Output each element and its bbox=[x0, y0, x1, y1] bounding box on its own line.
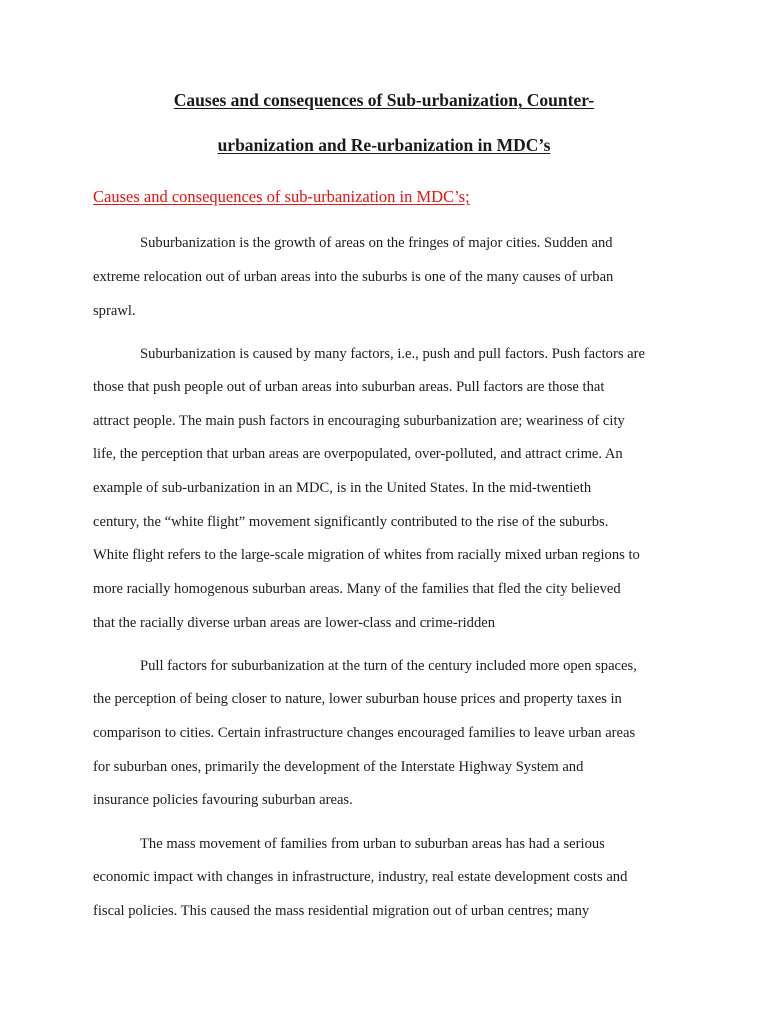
paragraph-line: those that push people out of urban areas into suburban areas. Pull factors are those that bbox=[93, 379, 605, 395]
paragraph-line: example of sub-urbanization in an MDC, is in the United States. In the mid-twentieth bbox=[93, 480, 592, 496]
document-title-line-1: Causes and consequences of Sub-urbanization, Counter- bbox=[173, 90, 595, 110]
paragraph-line: comparison to cities. Certain infrastructure changes encouraged families to leave urban areas bbox=[93, 725, 636, 741]
paragraph-line: century, the “white flight” movement significantly contributed to the rise of the suburbs. bbox=[93, 514, 609, 530]
paragraph-line: that the racially diverse urban areas are lower-class and crime-ridden bbox=[93, 615, 496, 631]
document-title-line-2: urbanization and Re-urbanization in MDC’s bbox=[217, 135, 551, 155]
paragraph-line: attract people. The main push factors in encouraging suburbanization are; weariness of city bbox=[93, 413, 625, 429]
paragraph-line: life, the perception that urban areas are overpopulated, over-polluted, and attract crime. An bbox=[93, 446, 623, 462]
paragraph-line: The mass movement of families from urban to suburban areas has had a serious bbox=[140, 836, 605, 852]
section-heading: Causes and consequences of sub-urbanization in MDC’s; bbox=[93, 187, 470, 206]
paragraph-line: sprawl. bbox=[93, 303, 136, 319]
paragraph-line: for suburban ones, primarily the development of the Interstate Highway System and bbox=[93, 759, 584, 775]
paragraph-line: fiscal policies. This caused the mass residential migration out of urban centres; many bbox=[93, 903, 590, 919]
paragraph-line: Suburbanization is the growth of areas on the fringes of major cities. Sudden and bbox=[140, 235, 613, 251]
paragraph-line: economic impact with changes in infrastructure, industry, real estate development costs and bbox=[93, 869, 628, 885]
paragraph-line: extreme relocation out of urban areas into the suburbs is one of the many causes of urban bbox=[93, 269, 614, 285]
paragraph-line: insurance policies favouring suburban areas. bbox=[93, 792, 353, 808]
paragraph-line: Pull factors for suburbanization at the turn of the century included more open spaces, bbox=[140, 658, 637, 674]
paragraph-line: the perception of being closer to nature, lower suburban house prices and property taxes in bbox=[93, 691, 622, 707]
paragraph-line: White flight refers to the large-scale migration of whites from racially mixed urban regions to bbox=[93, 547, 640, 563]
paragraph-line: Suburbanization is caused by many factors, i.e., push and pull factors. Push factors are bbox=[140, 346, 645, 362]
paragraph-line: more racially homogenous suburban areas. Many of the families that fled the city believed bbox=[93, 581, 621, 597]
